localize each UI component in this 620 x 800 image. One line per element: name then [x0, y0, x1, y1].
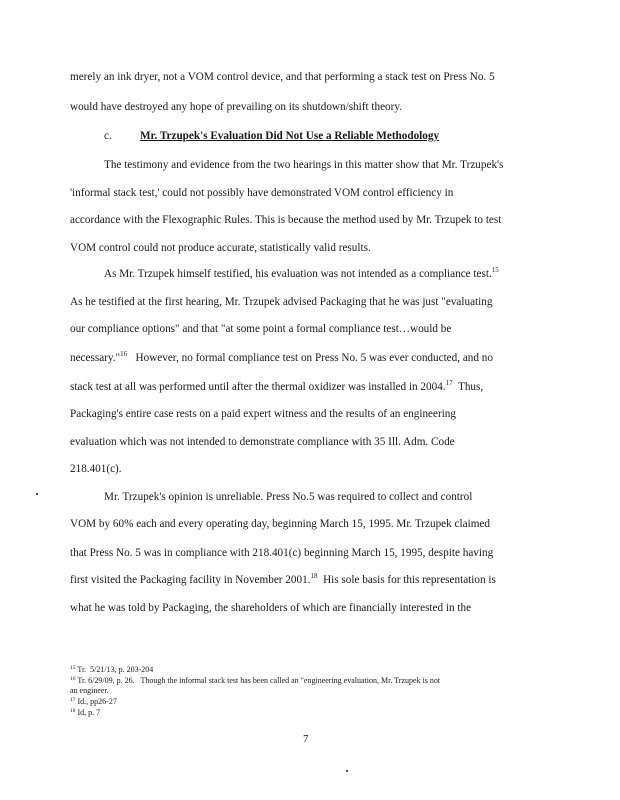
- body-line: our compliance options" and that "at some point a formal compliance test…would be: [70, 323, 452, 335]
- footnote-ref: 17: [445, 379, 453, 387]
- body-line: As he testified at the first hearing, Mr. Trzupek advised Packaging that he was just "evaluating: [70, 296, 493, 308]
- footnote: $^{15}$ Tr. 5/21/13, p. 203-204: [70, 665, 154, 674]
- scan-speck: [346, 770, 348, 772]
- footnote-ref: 15: [491, 266, 499, 274]
- body-line: VOM control could not produce accurate, statistically valid results.: [70, 242, 371, 254]
- footnote: $^{16}$ Tr. 6/29/09, p. 26. Though the informal stack test has been called an "engineering evaluation, Mr. Trzupek is not: [70, 676, 441, 685]
- scan-speck: [36, 493, 38, 495]
- body-line: first visited the Packaging facility in November 2001.18 His sole basis for this representation is: [70, 572, 496, 586]
- body-line: stack test at all was performed until after the thermal oxidizer was installed in 2004.17 Thus,: [70, 379, 484, 393]
- body-line: Packaging's entire case rests on a paid expert witness and the results of an engineering: [70, 408, 456, 420]
- footnote: $^{18}$ Id, p. 7: [70, 708, 101, 717]
- body-line: Mr. Trzupek's opinion is unreliable. Press No.5 was required to collect and control: [104, 491, 473, 503]
- page-number: 7: [303, 733, 309, 745]
- footnote-ref: 16: [120, 350, 128, 358]
- body-line: what he was told by Packaging, the shareholders of which are financially interested in the: [70, 602, 472, 614]
- body-line: would have destroyed any hope of prevailing on its shutdown/shift theory.: [70, 101, 403, 113]
- body-line: VOM by 60% each and every operating day, beginning March 15, 1995. Mr. Trzupek claimed: [70, 518, 490, 530]
- body-line: merely an ink dryer, not a VOM control device, and that performing a stack test on Press No. 5: [70, 71, 495, 83]
- section-letter: c.: [104, 130, 112, 142]
- body-line: evaluation which was not intended to demonstrate compliance with 35 Ill. Adm. Code: [70, 436, 455, 448]
- body-line: 218.401(c).: [70, 463, 122, 475]
- section-title: Mr. Trzupek's Evaluation Did Not Use a Reliable Methodology: [140, 130, 440, 142]
- body-line: necessary."$^{16}$ However, no formal compliance test on Press No. 5 was ever conducted, and no: [70, 350, 493, 364]
- body-line: accordance with the Flexographic Rules. This is because the method used by Mr. Trzupek to test: [70, 214, 502, 226]
- body-line: The testimony and evidence from the two hearings in this matter show that Mr. Trzupek's: [104, 159, 504, 171]
- body-line: 'informal stack test,' could not possibly have demonstrated VOM control efficiency in: [70, 187, 454, 199]
- body-line: As Mr. Trzupek himself testified, his evaluation was not intended as a compliance test.$^{15}$: [104, 266, 499, 280]
- footnote: $^{17}$ Id., pp26-27: [70, 697, 117, 706]
- footnote-ref: 18: [310, 572, 318, 580]
- footnote: an engineer.: [70, 686, 109, 695]
- section-heading: [104, 130, 439, 143]
- body-line: that Press No. 5 was in compliance with 218.401(c) beginning March 15, 1995, despite having: [70, 547, 494, 559]
